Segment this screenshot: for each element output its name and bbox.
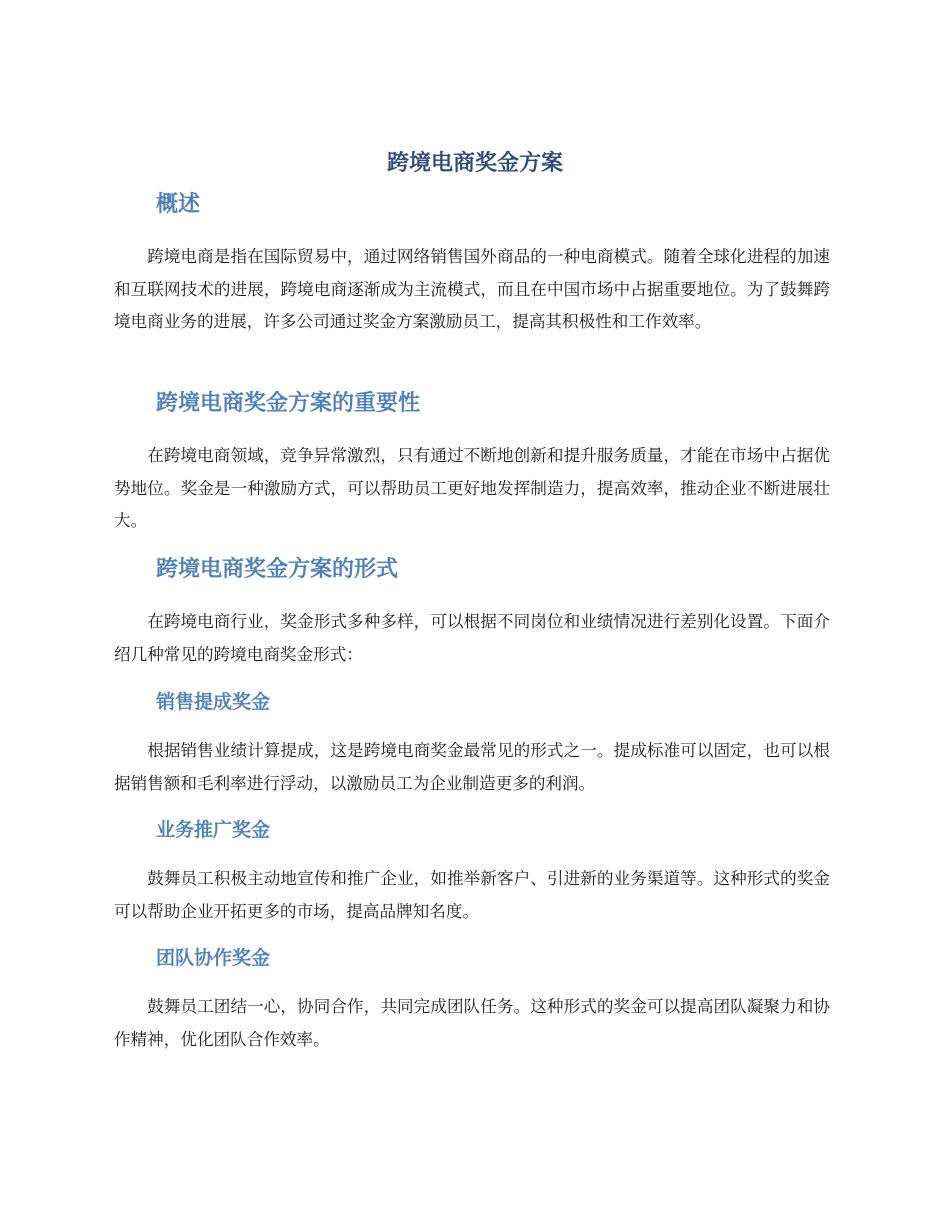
section-heading-forms: 跨境电商奖金方案的形式	[156, 557, 399, 582]
document-title: 跨境电商奖金方案	[386, 151, 563, 176]
section-paragraph-forms: 在跨境电商行业，奖金形式多种多样，可以根据不同岗位和业绩情况进行差别化设置。下面介绍几种常见的跨境电商奖金形式：	[114, 612, 830, 664]
subsection-heading-team-collaboration: 团队协作奖金	[156, 947, 271, 969]
section-heading-overview: 概述	[156, 192, 201, 217]
section-heading-importance: 跨境电商奖金方案的重要性	[156, 391, 421, 416]
subsection-paragraph-sales-commission: 根据销售业绩计算提成，这是跨境电商奖金最常见的形式之一。提成标准可以固定，也可以根据销售额和毛利率进行浮动，以激励员工为企业制造更多的利润。	[114, 741, 830, 793]
subsection-paragraph-team-collaboration: 鼓舞员工团结一心，协同合作，共同完成团队任务。这种形式的奖金可以提高团队凝聚力和协作精神，优化团队合作效率。	[114, 997, 830, 1049]
section-paragraph-overview: 跨境电商是指在国际贸易中，通过网络销售国外商品的一种电商模式。随着全球化进程的加速和互联网技术的进展，跨境电商逐渐成为主流模式，而且在中国市场中占据重要地位。为了鼓舞跨境电商业务的进展，许多公司通过奖金方案激励员工，提高其积极性和工作效率。	[114, 247, 830, 331]
subsection-paragraph-business-promotion: 鼓舞员工积极主动地宣传和推广企业，如推举新客户、引进新的业务渠道等。这种形式的奖金可以帮助企业开拓更多的市场，提高品牌知名度。	[114, 869, 830, 921]
subsection-heading-business-promotion: 业务推广奖金	[156, 819, 271, 841]
section-paragraph-importance: 在跨境电商领域，竞争异常激烈，只有通过不断地创新和提升服务质量，才能在市场中占据优势地位。奖金是一种激励方式，可以帮助员工更好地发挥制造力，提高效率，推动企业不断进展壮大。	[114, 446, 830, 530]
subsection-heading-sales-commission: 销售提成奖金	[156, 691, 271, 713]
